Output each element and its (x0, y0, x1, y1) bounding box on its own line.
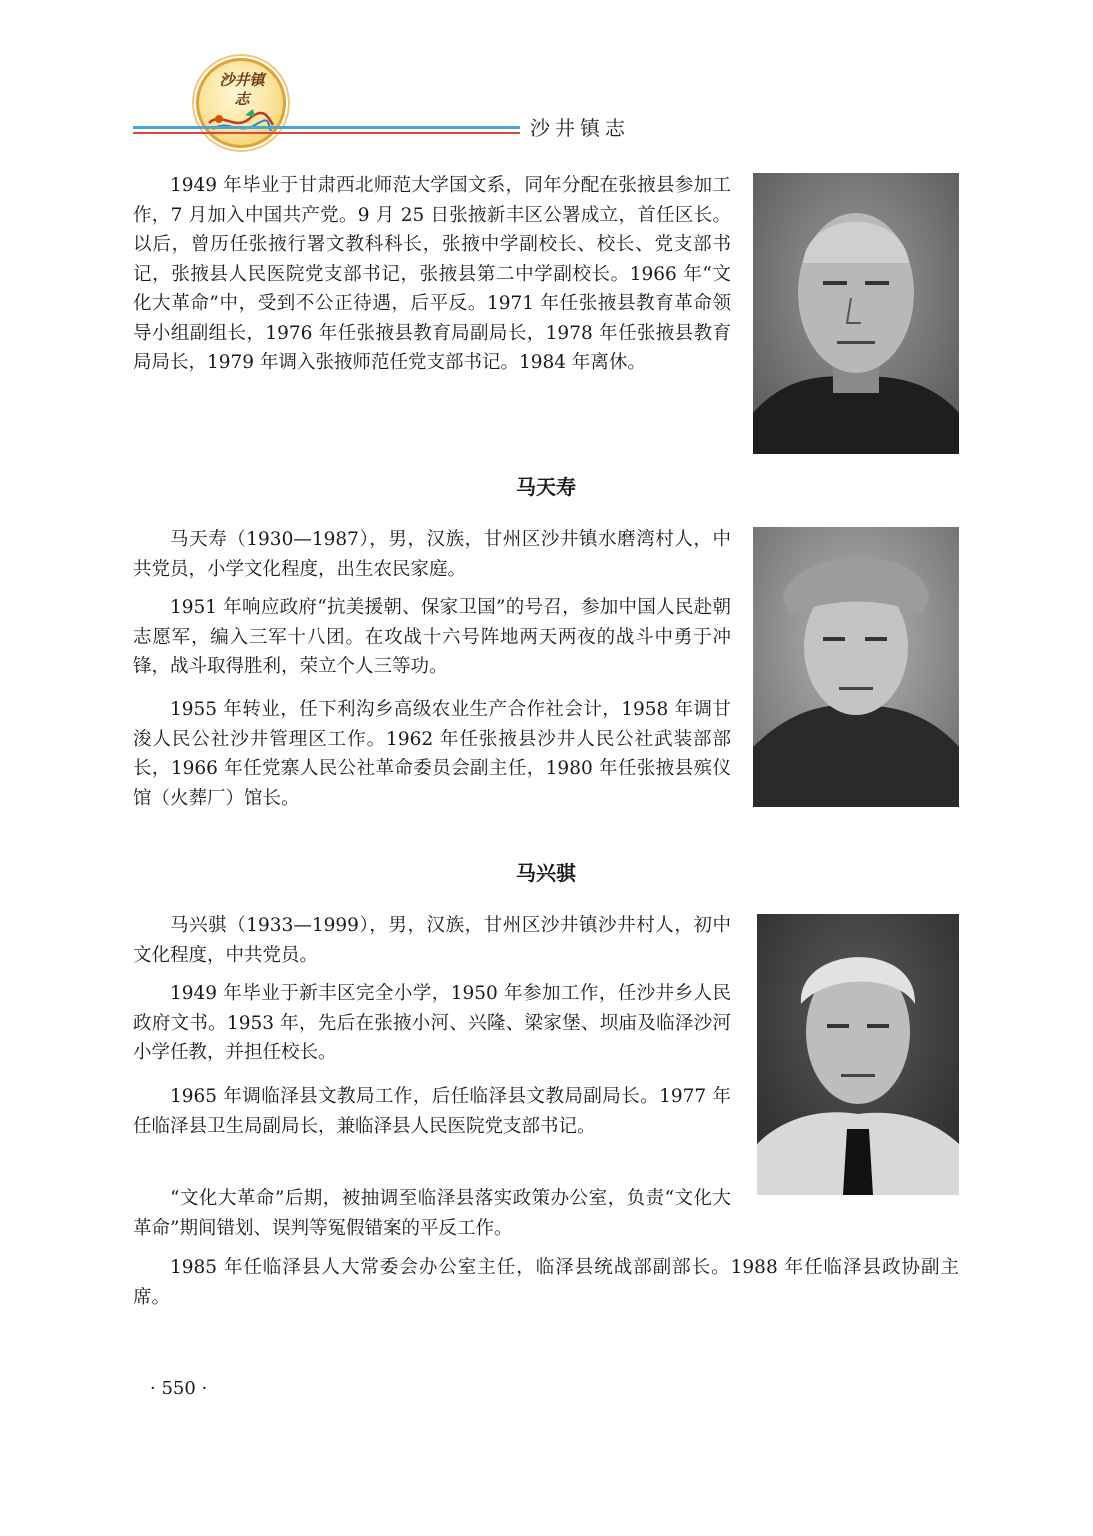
portrait-photo-1 (753, 173, 959, 454)
person-heading-ma-xingqi: 马兴骐 (516, 861, 576, 885)
phoenix-icon (205, 105, 275, 135)
portrait-photo-2 (753, 527, 959, 807)
header-rule-blue (133, 126, 520, 129)
section2-paragraph-1: 马天寿（1930—1987），男，汉族，甘州区沙井镇水磨湾村人，中共党员，小学文化程度，出生农民家庭。 (133, 529, 731, 580)
section3-paragraph-4: “文化大革命”后期，被抽调至临泽县落实政策办公室，负责“文化大革命”期间错划、误判等冤假错案的平反工作。 (133, 1188, 731, 1239)
portrait-photo-3 (757, 914, 959, 1195)
section2-paragraph-3: 1955 年转业，任下利沟乡高级农业生产合作社会计，1958 年调甘浚人民公社沙井管理区工作。1962 年任张掖县沙井人民公社武装部部长，1966 年任党寨人民公社革命委员会副主任，1980 年任张掖县殡仪馆（火葬厂）馆长。 (133, 699, 731, 809)
header-rule-red (133, 132, 520, 134)
section3-paragraph-3: 1965 年调临泽县文教局工作，后任临泽县文教局副局长。1977 年任临泽县卫生局副局长，兼临泽县人民医院党支部书记。 (133, 1086, 731, 1137)
section2-paragraph-2: 1951 年响应政府“抗美援朝、保家卫国”的号召，参加中国人民赴朝志愿军，编入三军十八团。在攻战十六号阵地两天两夜的战斗中勇于冲锋，战斗取得胜利，荣立个人三等功。 (133, 597, 731, 677)
section3-paragraph-2: 1949 年毕业于新丰区完全小学，1950 年参加工作，任沙井乡人民政府文书。1953 年，先后在张掖小河、兴隆、梁家堡、坝庙及临泽沙河小学任教，并担任校长。 (133, 983, 731, 1063)
section3-paragraph-5: 1985 年任临泽县人大常委会办公室主任，临泽县统战部副部长。1988 年任临泽县政协副主席。 (133, 1257, 959, 1308)
person-heading-ma-tianshou: 马天寿 (516, 475, 576, 499)
header-title: 沙井镇志 (530, 116, 630, 140)
section1-paragraph: 1949 年毕业于甘肃西北师范大学国文系，同年分配在张掖县参加工作，7 月加入中国共产党。9 月 25 日张掖新丰区公署成立，首任区长。以后，曾历任张掖行署文教科科长，张掖中学副校长、校长、党支部书记，张掖县人民医院党支部书记，张掖县第二中学副校长。1966 年“文化大革命”中，受到不公正待遇，后平反。1971 年任张掖县教育革命领导小组副组长，1976 年任张掖县教育局副局长，1978 年任张掖县教育局局长，1979 年调入张掖师范任党支部书记。1984 年离休。 (133, 175, 731, 373)
section3-paragraph-1: 马兴骐（1933—1999），男，汉族，甘州区沙井镇沙井村人，初中文化程度，中共党员。 (133, 915, 731, 966)
page-number: · 550 · (150, 1378, 208, 1399)
book-logo (196, 58, 286, 148)
page-header (0, 0, 1093, 150)
logo-text: 沙井镇志 (219, 71, 265, 108)
